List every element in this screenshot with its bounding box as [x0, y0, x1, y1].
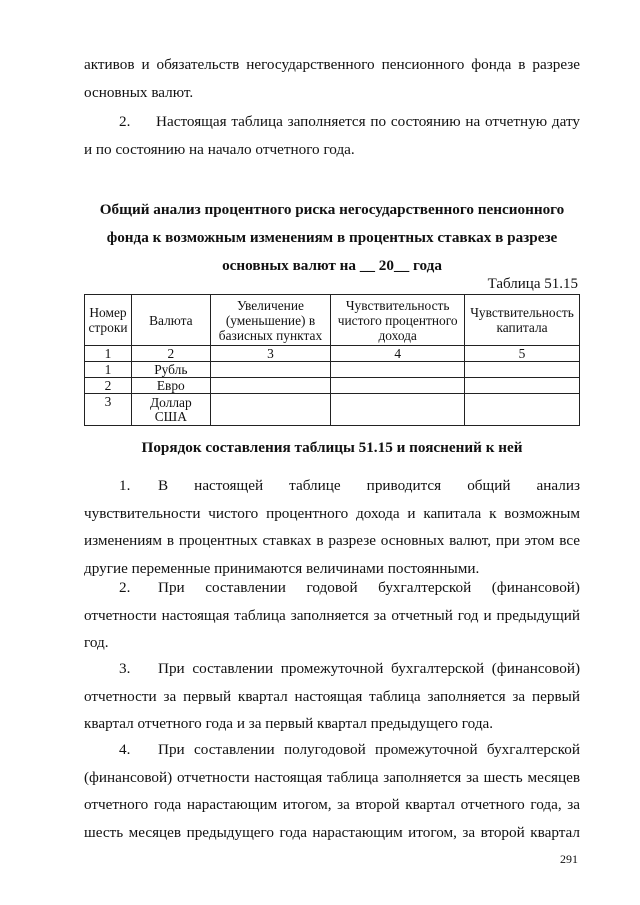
p4-number: 4. [119, 741, 131, 758]
row-number: 2 [85, 378, 132, 394]
p2-line-1: При составлении годовой бухгалтерской (финансовой) [158, 579, 580, 596]
empty-cell [210, 362, 331, 378]
row-currency: Доллар США [131, 394, 210, 426]
header-capital-sensitivity: Чувствительность капитала [465, 295, 580, 346]
p1-line-1: В настоящей таблице приводится общий анализ [158, 477, 580, 494]
p2-line-3: год. [84, 634, 109, 651]
table-row [85, 394, 580, 426]
column-number: 4 [331, 346, 465, 362]
empty-cell [331, 378, 465, 394]
interest-risk-table [84, 294, 580, 426]
empty-cell [465, 378, 580, 394]
table-row [85, 362, 580, 378]
intro-item-2-line-2: и по состоянию на начало отчетного года. [84, 141, 355, 158]
table-row [85, 378, 580, 394]
table-header-row [85, 295, 580, 346]
empty-cell [465, 362, 580, 378]
page-number: 291 [560, 852, 578, 866]
intro-item-2-number: 2. [119, 113, 131, 130]
row-number: 1 [85, 362, 132, 378]
p4-line-4: шесть месяцев предыдущего года нарастающим итогом, за второй квартал [84, 824, 580, 841]
table-caption: Таблица 51.15 [487, 276, 578, 292]
column-number: 2 [131, 346, 210, 362]
intro-item-2-line-1: Настоящая таблица заполняется по состоянию на отчетную дату [156, 113, 580, 130]
p3-line-3: квартал отчетного года и за первый квартал предыдущего года. [84, 715, 494, 732]
table-column-numbers-row [85, 346, 580, 362]
intro-line-2: основных валют. [84, 84, 194, 101]
column-number: 3 [210, 346, 331, 362]
procedure-title: Порядок составления таблицы 51.15 и пояснений к ней [141, 439, 523, 456]
section-title-line-1: Общий анализ процентного риска негосударственного пенсионного [99, 201, 565, 218]
p1-number: 1. [119, 477, 131, 494]
p1-line-2: чувствительности чистого процентного дохода и капитала к возможным [84, 505, 580, 522]
section-title-line-2: фонда к возможным изменениям в процентных ставках в разрезе [106, 229, 558, 246]
p1-line-4: другие переменные принимаются величинами постоянными. [84, 560, 480, 577]
p3-line-1: При составлении промежуточной бухгалтерской (финансовой) [158, 660, 580, 677]
p4-line-1: При составлении полугодовой промежуточной бухгалтерской [158, 741, 580, 758]
empty-cell [210, 394, 331, 426]
column-number: 1 [85, 346, 132, 362]
row-number: 3 [85, 394, 132, 426]
row-currency: Рубль [131, 362, 210, 378]
column-number: 5 [465, 346, 580, 362]
header-income-sensitivity: Чувствительность чистого процентного дохода [331, 295, 465, 346]
empty-cell [210, 378, 331, 394]
section-title-line-3: основных валют на __ 20__ года [222, 257, 442, 274]
p3-number: 3. [119, 660, 131, 677]
header-basis-points: Увеличение (уменьшение) в базисных пунктах [210, 295, 331, 346]
p4-line-3: отчетного года нарастающим итогом, за второй квартал отчетного года, за [84, 796, 580, 813]
p2-line-2: отчетности настоящая таблица заполняется за отчетный год и предыдущий [84, 607, 580, 624]
p3-line-2: отчетности за первый квартал настоящая таблица заполняется за первый [84, 688, 580, 705]
intro-line-1: активов и обязательств негосударственного пенсионного фонда в разрезе [84, 56, 580, 73]
row-currency: Евро [131, 378, 210, 394]
empty-cell [331, 362, 465, 378]
empty-cell [465, 394, 580, 426]
header-row-number: Номер строки [85, 295, 132, 346]
p4-line-2: (финансовой) отчетности настоящая таблица заполняется за шесть месяцев [84, 769, 580, 786]
header-currency: Валюта [131, 295, 210, 346]
empty-cell [331, 394, 465, 426]
p2-number: 2. [119, 579, 131, 596]
p1-line-3: изменениям в процентных ставках в разрезе основных валют, при этом все [84, 532, 580, 549]
